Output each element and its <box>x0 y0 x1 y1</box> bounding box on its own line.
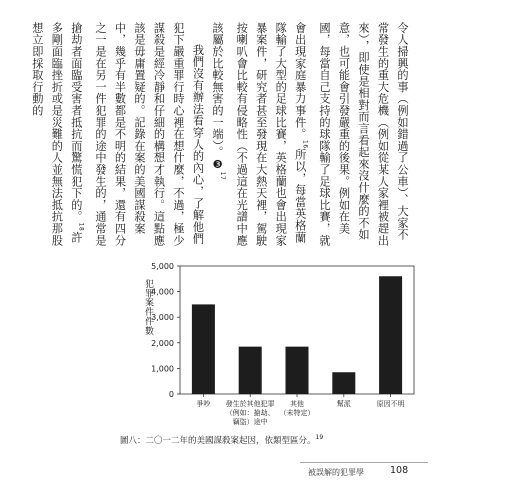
x-tick-label: 幫派 <box>336 400 351 408</box>
x-tick-label: 爭吵 <box>196 400 211 408</box>
y-tick-label: 4,000 <box>151 287 174 297</box>
footnote-ref: 19 <box>315 434 324 442</box>
note-marker: ❸ <box>211 158 225 172</box>
bar-chart <box>118 255 418 431</box>
x-tick-label: 其他（未特定） <box>279 400 315 417</box>
y-axis-label: 犯罪案件件數 <box>143 279 153 336</box>
paragraph: 令人掃興的事（例如錯過了公車）、大家不常發生的重大危機（例如從某人家裡被趕出來），即使是相對而言看起來沒什麼的不如意，也可能會引發嚴重的後果。例如在美國，每當自己支持的球隊輸了足球比賽，就會出現家庭暴力事件。$^{16}$所以，每當英格蘭隊輸了大型的足球比賽，英格蘭也會出現家暴案件，研究者甚至發現在大熱天裡，駕駛按喇叭會比較有侵略性（不過這在光譜中應該屬於比較無害的一端）。❸$^{17}$ <box>211 22 409 247</box>
x-tick-label: 發生於其他犯罪（例如：搶劫、竊盜）途中 <box>225 400 275 426</box>
body-text <box>30 22 412 247</box>
page-number: 108 <box>390 465 409 476</box>
bar-5 <box>379 276 402 394</box>
paragraph: 我們沒有辦法看穿人的內心，了解他們犯下嚴重罪行時心裡在想什麼，不過，極少謀殺是經冷靜和仔細的構想才執行。這點應該是毋庸置疑的。記錄在案的美國謀殺案中，幾乎有半數都是不明的結果，還有四分之一是在另一件犯罪的途中發生的，通常是搶劫者面臨受害者抵抗而驚慌犯下的。$^{18}$許多剛面臨挫折或是災難的人並無法抵抗那股想立即採取行動的 <box>30 22 205 247</box>
y-tick-label: 5,000 <box>151 262 174 271</box>
running-title: 被誤解的犯罪學 <box>308 468 364 477</box>
x-tick-label: 原因不明 <box>376 400 405 408</box>
y-tick-label: 2,000 <box>151 338 174 348</box>
y-tick-label: 3,000 <box>151 313 174 323</box>
footnote-ref: 18 <box>77 222 85 232</box>
figure-caption: 圖八：二〇一二年的美國謀殺案起因，依類型區分。$^{19}$ <box>120 434 324 446</box>
footer-rule <box>300 462 428 463</box>
chart-svg <box>118 255 418 431</box>
bar-1 <box>192 304 215 394</box>
y-tick-label: 1,000 <box>151 364 174 374</box>
footnote-ref: 16 <box>301 140 309 149</box>
bar-4 <box>332 372 355 394</box>
bar-2 <box>239 347 262 394</box>
bar-3 <box>286 347 309 394</box>
y-tick-label: 0 <box>168 390 174 399</box>
